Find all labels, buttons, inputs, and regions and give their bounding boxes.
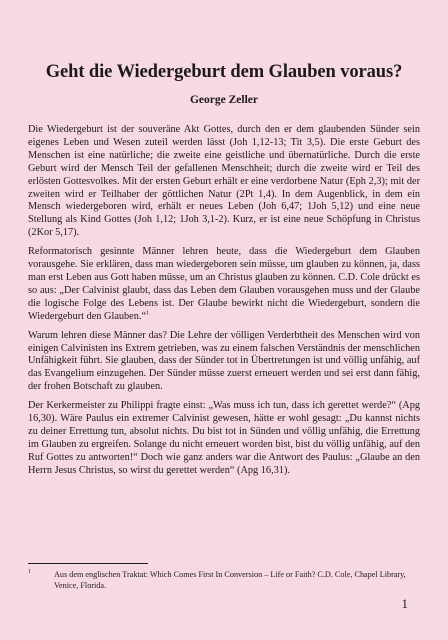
page-number: 1 [401, 596, 408, 611]
paragraph-2-text: Reformatorisch gesinnte Männer lehren heute, dass die Wiedergeburt dem Glauben vorausgehe. Sie erklären, dass man wiedergeboren sein müsse, um glauben zu können, ja, dass man erst Leben aus Gott haben müsse, um an Christus glauben zu können. C.D. Cole drückt es so aus: „Der Calvinist glaubt, dass das Leben dem Glauben vorausgehen muss und der Glaube die logische Folge des Lebens ist. Der Glaube bewirkt nicht die Wiedergeburt, sondern die Wiedergeburt den Glauben.“ [28, 246, 420, 322]
body-text [28, 124, 420, 484]
page-title: Geht die Wiedergeburt dem Glauben voraus? [45, 62, 403, 82]
paragraph-3: Warum lehren diese Männer das? Die Lehre der völligen Verderbtheit des Menschen wird von einigen Calvinisten ins Extrem getrieben, was zu einem falschen Verständnis der menschlichen Unfähigkeit führt. Sie glauben, dass der Sünder tot in Übertretungen ist und völlig unfähig, auf das Evangelium einzugehen. Der Sünder müsse zuerst erneuert werden und sei erst dann fähig, der frohen Botschaft zu glauben. [28, 329, 420, 393]
footnote [28, 569, 420, 591]
paragraph-1: Die Wiedergeburt ist der souveräne Akt Gottes, durch den er dem glaubenden Sünder sein eigenes Leben und Wesen zuteil werden lässt (Joh 1,12-13; Tit 3,5). Die erste Geburt des Menschen ist eine natürliche; die zweite eine geistliche und übernatürliche. Durch die erste Geburt wird der Mensch Teil der gefallenen Menschheit; durch die zweite wird er Teil des erlösten Gottesvolkes. Mit der ersten Geburt erhält er eine verdorbene Natur (Eph 2,3); mit der zweiten wird er Teilhaber der göttlichen Natur (2Pt 1,4). In dem Augenblick, in dem ein Mensch wiedergeboren wird, erhält er neues Leben (Joh 6,47; 1Joh 5,12) und eine neue Stellung als Kind Gottes (Joh 1,12; 1Joh 3,1-2). Kurz, er ist eine neue Schöpfung in Christus (2Kor 5,17). [28, 124, 420, 239]
footnote-number: 1 [28, 569, 31, 575]
footnote-divider [28, 563, 148, 564]
footnote-text: Aus dem englischen Traktat: Which Comes First In Conversion – Life or Faith? C.D. Cole, Chapel Library, Venice, Florida. [54, 570, 406, 590]
paragraph-2 [28, 246, 420, 323]
footnote-reference: 1 [146, 310, 150, 317]
author-name: George Zeller [189, 94, 258, 106]
paragraph-4: Der Kerkermeister zu Philippi fragte einst: „Was muss ich tun, dass ich gerettet werde?“ (Apg 16,30). Wäre Paulus ein extremer Calvinist gewesen, hätte er wohl gesagt: „Du kannst nichts zu deiner Errettung tun, absolut nichts. Du bist tot in Sünden und völlig unfähig, die Errettung im Glauben zu ergreifen. Solange du nicht erneuert worden bist, bist du völlig unfähig, auf den Ruf Gottes zu antworten!“ Doch wie ganz anders war die Antwort des Paulus: „Glaube an den Herrn Jesus Christus, so wirst du gerettet werden“ (Apg 16,31). [28, 400, 420, 476]
